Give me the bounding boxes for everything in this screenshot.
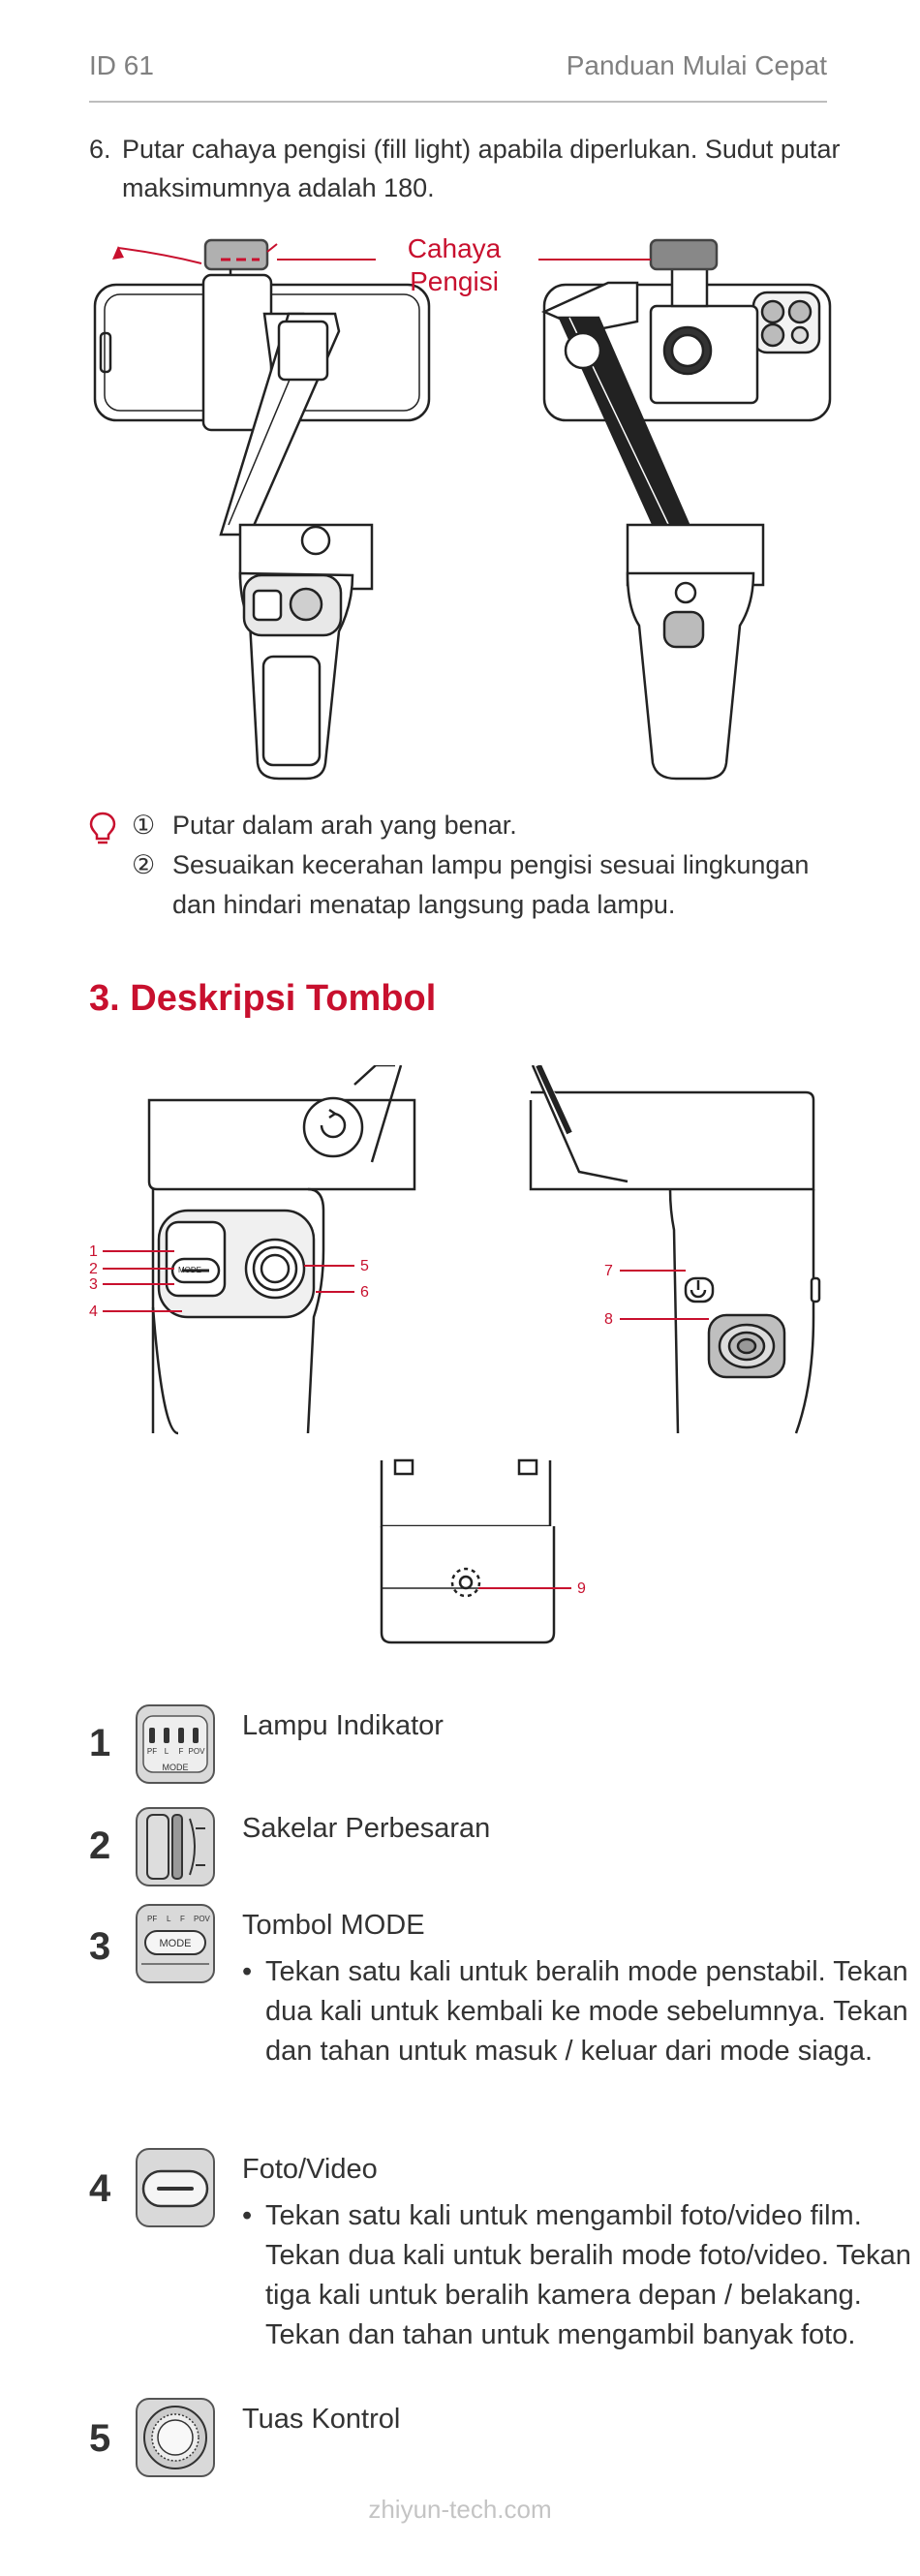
button-item-2 <box>89 1807 844 1886</box>
label-8: 8 <box>604 1311 613 1328</box>
thumb-l: L <box>164 1747 169 1756</box>
item-description-text: Tekan satu kali untuk beralih mode penstabil. Tekan dua kali untuk kembali ke mode sebelumnya. Tekan dan tahan untuk masuk / keluar dari mode siaga. <box>265 1956 908 2067</box>
button-item-3 <box>89 1904 908 2117</box>
label-3: 3 <box>89 1276 98 1293</box>
bullet: • <box>242 2200 253 2231</box>
thumb-f: F <box>178 1747 184 1756</box>
page-header <box>89 46 827 85</box>
button-item-4 <box>89 2148 911 2400</box>
document-title: Panduan Mulai Cepat <box>566 50 827 80</box>
item-description <box>242 1952 920 2071</box>
tip-marker: ② <box>132 850 156 879</box>
item-number: 3 <box>89 1925 111 1968</box>
thumb-mode: MODE <box>159 1938 192 1949</box>
item-title: Sakelar Perbesaran <box>242 1813 491 1844</box>
section-title: 3. Deskripsi Tombol <box>89 978 437 1019</box>
tip-marker: ① <box>132 811 156 840</box>
mode-button-label: MODE <box>178 1266 201 1274</box>
footer-url: zhiyun-tech.com <box>368 2495 552 2524</box>
tips-block <box>89 806 844 925</box>
step-6 <box>89 130 844 207</box>
zoom-switch-thumbnail <box>136 1807 215 1886</box>
thumb-mode: MODE <box>162 1763 189 1772</box>
photo-video-button-thumbnail <box>136 2148 215 2227</box>
mode-button-thumbnail <box>136 1904 215 1983</box>
step-number: 6. <box>89 135 111 164</box>
button-item-1 <box>89 1704 844 1784</box>
item-number: 1 <box>89 1722 111 1764</box>
item-description <box>242 2196 920 2355</box>
indicator-light-thumbnail <box>136 1704 215 1784</box>
label-2: 2 <box>89 1261 98 1277</box>
control-joystick-thumbnail <box>136 2398 215 2477</box>
thumb-l: L <box>167 1915 171 1923</box>
fill-light-callout-line2: Pengisi <box>410 266 499 296</box>
tip-1 <box>89 806 844 845</box>
item-title: Foto/Video <box>242 2154 378 2185</box>
thumb-pf: PF <box>147 1915 158 1923</box>
thumb-pf: PF <box>146 1747 158 1756</box>
step-text: Putar cahaya pengisi (fill light) apabila diperlukan. Sudut putar maksimumnya adalah 180. <box>122 135 841 202</box>
tip-text: Putar dalam arah yang benar. <box>172 811 517 840</box>
label-4: 4 <box>89 1303 98 1320</box>
label-9: 9 <box>577 1580 586 1597</box>
label-1: 1 <box>89 1243 98 1260</box>
tip-2 <box>89 845 844 925</box>
document-id: ID 61 <box>89 50 154 80</box>
gimbal-fill-light-figure <box>85 225 841 786</box>
button-layout-figure <box>85 1065 841 1666</box>
label-5: 5 <box>360 1258 369 1274</box>
header-divider <box>89 101 827 103</box>
label-6: 6 <box>360 1284 369 1301</box>
bullet: • <box>242 1956 253 1987</box>
thumb-pov: POV <box>194 1915 210 1923</box>
item-title: Tombol MODE <box>242 1910 425 1941</box>
fill-light-callout-line1: Cahaya <box>407 233 502 263</box>
thumb-f: F <box>180 1915 185 1923</box>
item-number: 2 <box>89 1825 111 1867</box>
button-item-5 <box>89 2398 844 2477</box>
item-number: 5 <box>89 2417 111 2460</box>
thumb-pov: POV <box>188 1747 205 1756</box>
tip-text: Sesuaikan kecerahan lampu pengisi sesuai lingkungan dan hindari menatap langsung pada lampu. <box>172 850 810 919</box>
item-description-text: Tekan satu kali untuk mengambil foto/video film. Tekan dua kali untuk beralih mode foto/video. Tekan tiga kali untuk beralih kamera depan / belakang. Tekan dan tahan untuk mengambil banyak foto. <box>265 2200 911 2350</box>
item-number: 4 <box>89 2167 111 2210</box>
item-title: Tuas Kontrol <box>242 2404 401 2435</box>
item-title: Lampu Indikator <box>242 1710 444 1741</box>
label-7: 7 <box>604 1263 613 1279</box>
